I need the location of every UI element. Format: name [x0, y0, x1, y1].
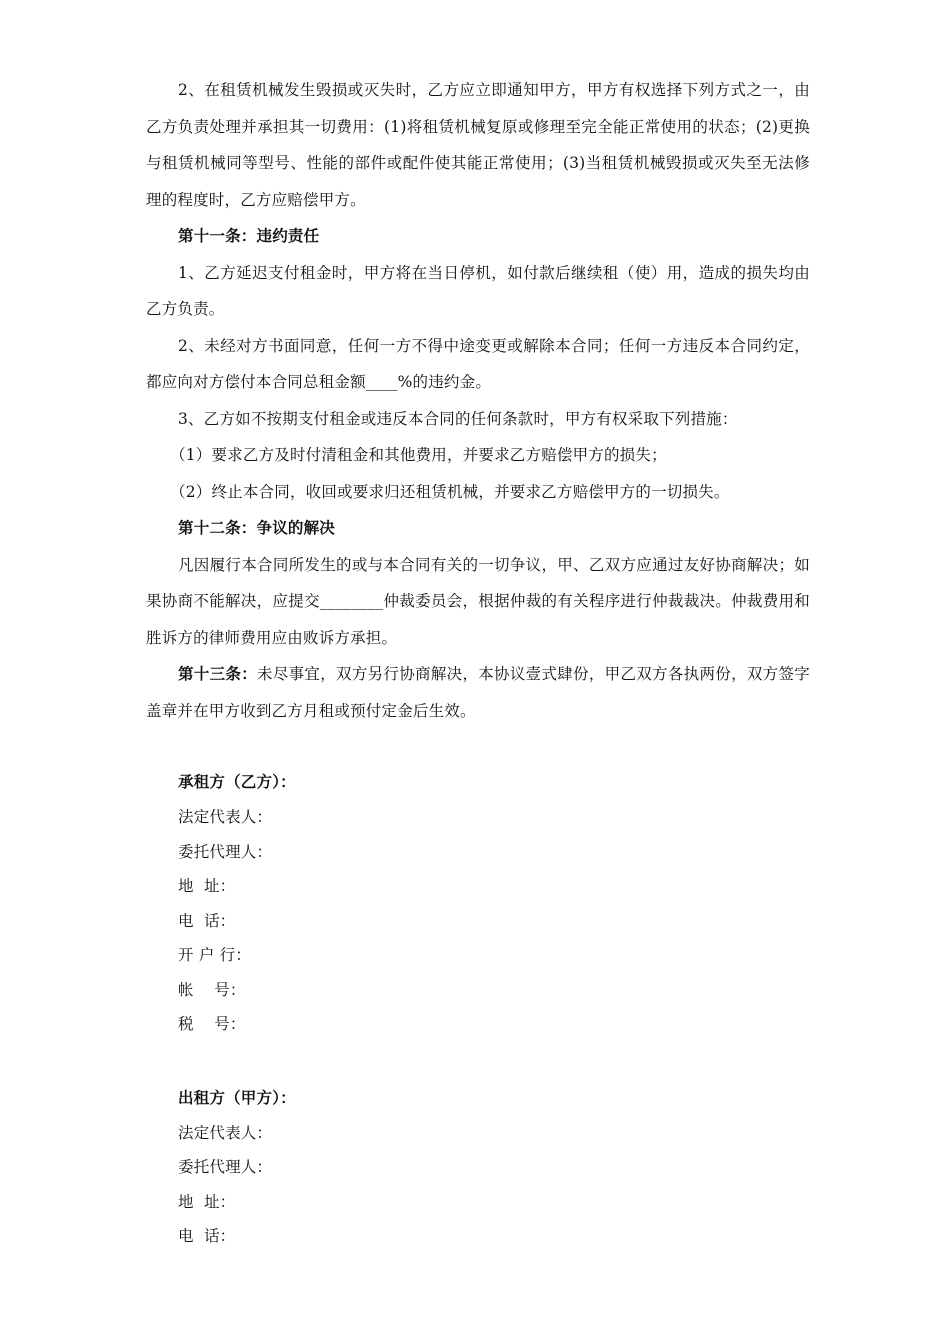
lessor-address: 地 址： — [178, 1192, 236, 1211]
clause13-body: 未尽事宜，双方另行协商解决，本协议壹式肆份，甲乙双方各执两份，双方签字盖章并在甲方收到乙方月租或预付定金后生效。 — [146, 665, 810, 720]
lessee-bank: 开 户 行： — [178, 946, 252, 964]
lessee-signature-block — [146, 764, 810, 1042]
clause11-item2: 2、未经对方书面同意，任何一方不得中途变更或解除本合同；任何一方违反本合同约定，都应向对方偿付本合同总租金额____%的违约金。 — [146, 336, 810, 391]
lessee-title: 承租方（乙方）： — [178, 773, 296, 791]
clause12-body: 凡因履行本合同所发生的或与本合同有关的一切争议，甲、乙双方应通过友好协商解决；如果协商不能解决，应提交________仲裁委员会，根据仲裁的有关程序进行仲裁裁决。仲裁费用和胜诉方的律师费用应由败诉方承担。 — [146, 555, 810, 647]
clause13-heading: 第十三条： — [178, 665, 258, 683]
lessor-legal-rep: 法定代表人： — [178, 1123, 273, 1142]
clause10-item2: 2、在租赁机械发生毁损或灭失时，乙方应立即通知甲方，甲方有权选择下列方式之一，由乙方负责处理并承担其一切费用：(1)将租赁机械复原或修理至完全能正常使用的状态；(2)更换与租赁机械同等型号、性能的部件或配件使其能正常使用；(3)当租赁机械毁损或灭失至无法修理的程度时，乙方应赔偿甲方。 — [146, 81, 810, 209]
lessor-title: 出租方（甲方）： — [178, 1088, 296, 1107]
contract-body — [146, 72, 810, 1254]
lessee-agent: 委托代理人： — [178, 842, 273, 861]
clause11-measure2: （2）终止本合同，收回或要求归还租赁机械，并要求乙方赔偿甲方的一切损失。 — [170, 482, 730, 501]
lessor-phone: 电 话： — [178, 1227, 236, 1245]
lessee-address: 地 址： — [178, 877, 236, 895]
clause12-heading: 第十二条：争议的解决 — [178, 519, 336, 537]
clause11-heading: 第十一条：违约责任 — [178, 227, 320, 245]
lessor-signature-block — [146, 1080, 810, 1254]
lessee-tax-no: 税 号： — [178, 1015, 246, 1033]
clause13-paragraph — [146, 656, 810, 729]
clause11-measure1: （1）要求乙方及时付清租金和其他费用，并要求乙方赔偿甲方的损失； — [170, 446, 667, 464]
lessee-phone: 电 话： — [178, 911, 236, 930]
lessor-agent: 委托代理人： — [178, 1158, 273, 1176]
lessee-account: 帐 号： — [178, 980, 246, 999]
clause11-item3: 3、乙方如不按期支付租金或违反本合同的任何条款时，甲方有权采取下列措施： — [178, 409, 738, 428]
lessee-legal-rep: 法定代表人： — [178, 808, 273, 826]
clause11-item1: 1、乙方延迟支付租金时，甲方将在当日停机，如付款后继续租（使）用，造成的损失均由乙方负责。 — [146, 263, 810, 318]
spacer — [146, 729, 810, 764]
spacer — [146, 1042, 810, 1080]
